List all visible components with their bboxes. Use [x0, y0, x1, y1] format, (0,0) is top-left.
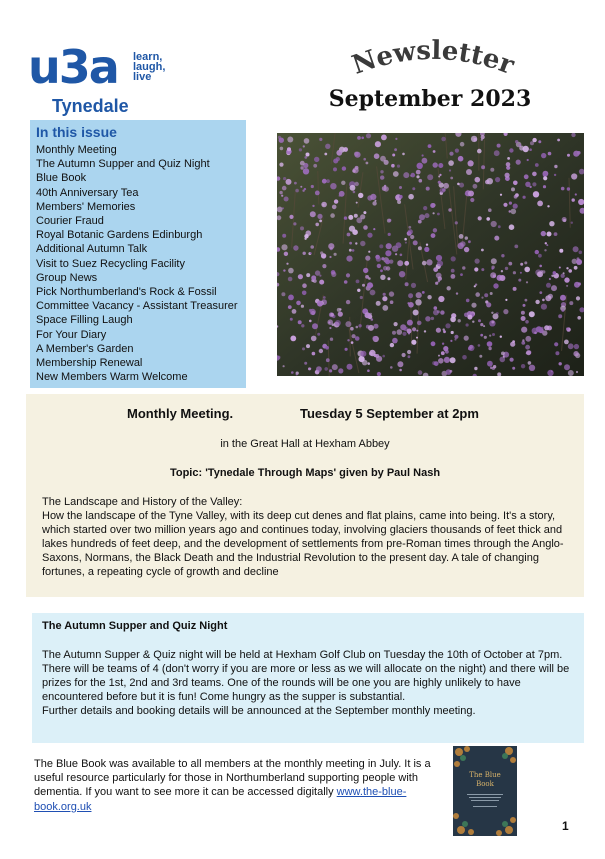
contents-title: In this issue [36, 124, 117, 140]
bluebook-text [34, 757, 432, 814]
contents-item: Group News [36, 271, 98, 284]
meeting-topic: Topic: 'Tynedale Through Maps' given by Paul Nash [169, 467, 441, 479]
contents-item: Blue Book [36, 172, 87, 185]
contents-item: Additional Autumn Talk [36, 243, 148, 256]
contents-item: Visit to Suez Recycling Facility [36, 257, 185, 270]
meeting-venue: in the Great Hall at Hexham Abbey [220, 438, 390, 450]
contents-item: Royal Botanic Gardens Edinburgh [36, 229, 203, 242]
contents-item: For Your Diary [36, 328, 107, 341]
contents-list [36, 143, 240, 384]
meeting-body-text: How the landscape of the Tyne Valley, with its deep cut denes and flat plains, came into being. It's a story, which started over two million years ago and continues today, involving glaciers thousands of feet thick and lakes hundreds of feet deep, and the development of settlements from pre-Roman times through the Anglo-Saxons, Normans, the Black Death and the Industrial Revolution to the present day. A tale of changing fortunes, a repeating cycle of growth and decline [42, 510, 564, 578]
contents-item: Committee Vacancy - Assistant Treasurer [36, 300, 238, 313]
bluebook-link[interactable]: www.the-blue-book.org.uk [34, 786, 407, 813]
contents-box [30, 120, 246, 388]
svg-text:Newsletter [348, 36, 518, 81]
bluebook-cover-title-1: The Blue [469, 771, 501, 779]
meeting-body [42, 495, 570, 579]
autumn-supper-box [32, 613, 584, 743]
contents-item: Space Filling Laugh [36, 314, 133, 327]
contents-item: The Autumn Supper and Quiz Night [36, 158, 210, 171]
logo-tagline [133, 52, 165, 82]
contents-item: Pick Northumberland's Rock & Fossil [36, 286, 217, 299]
supper-body [42, 648, 574, 718]
supper-body-text: The Autumn Supper & Quiz night will be held at Hexham Golf Club on Tuesday the 10th of October at 7pm. There will be teams of 4 (don't worry if you are more or less as we will allocate on the night) and there will be prizes for the 1st, 2nd and 3rd teams. One of the rounds will be one you are highly unlikely to have encountered before but it is fun! Come hungry as the supper is substantial. [42, 649, 570, 703]
newsletter-title-text: Newsletter [348, 35, 518, 81]
contents-item: 40th Anniversary Tea [36, 186, 139, 199]
meeting-date: Tuesday 5 September at 2pm [300, 406, 479, 421]
contents-item: Membership Renewal [36, 357, 143, 370]
bluebook-cover-image [453, 746, 517, 836]
contents-item: A Member's Garden [36, 342, 134, 355]
newsletter-date: September 2023 [328, 86, 532, 112]
meeting-heading: Monthly Meeting. [127, 406, 234, 421]
contents-item: Members' Memories [36, 200, 136, 213]
supper-body-text-2: Further details and booking details will be announced at the September monthly meeting. [42, 705, 476, 717]
newsletter-title [323, 34, 543, 94]
meeting-body-title: The Landscape and History of the Valley: [42, 496, 243, 508]
contents-item: New Members Warm Welcome [36, 371, 188, 384]
bluebook-cover-art [453, 746, 517, 836]
page-number: 1 [562, 819, 569, 833]
logo-region: Tynedale [52, 96, 129, 116]
supper-title: The Autumn Supper and Quiz Night [42, 620, 228, 632]
contents-item: Courier Fraud [36, 215, 104, 228]
tagline-line-2: laugh, [133, 61, 166, 73]
tagline-line-1: learn, [133, 51, 163, 63]
bluebook-cover-title-2: Book [476, 780, 494, 788]
u3a-logo [28, 40, 178, 120]
monthly-meeting-box [26, 394, 584, 597]
heather-photo [277, 133, 584, 376]
bluebook-paragraph: The Blue Book was available to all members at the monthly meeting in July. It is a useful resource particularly for those in Northumberland supporting people with dementia. If you want to see more it can be accessed digitally [34, 758, 431, 799]
logo-mark: u3a [28, 40, 118, 94]
heather-image [277, 133, 584, 376]
contents-item: Monthly Meeting [36, 144, 117, 156]
tagline-line-3: live [133, 71, 152, 83]
